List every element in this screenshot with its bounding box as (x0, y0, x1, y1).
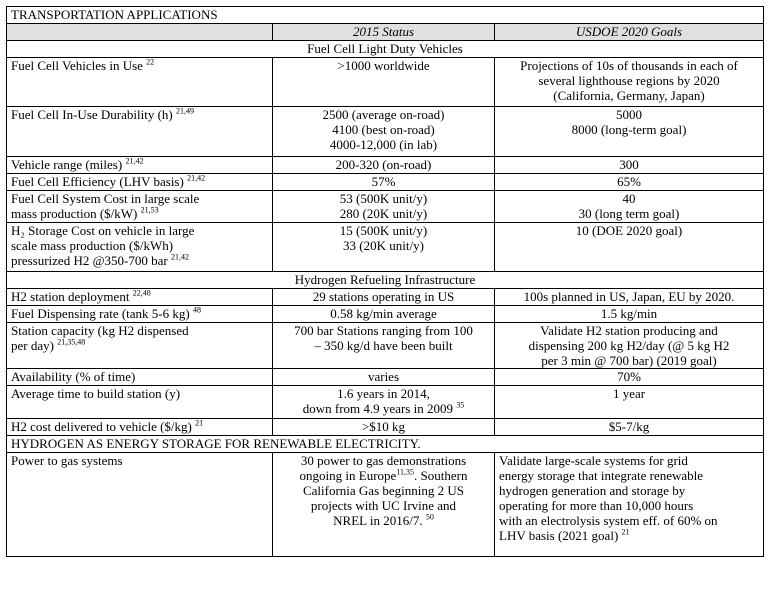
row-label (7, 369, 273, 386)
cell-text: Fuel Dispensing rate (tank 5-6 kg) (11, 306, 190, 321)
storage-title-row (7, 436, 764, 453)
cell-text: Average time to build station (y) (11, 386, 181, 401)
row-goal-line (499, 306, 759, 321)
table-row (7, 306, 764, 323)
table-row (7, 386, 764, 419)
cell-text: Projections of 10s of thousands in each of (520, 58, 738, 73)
row-label-line (11, 289, 268, 304)
cell-text: 300 (619, 157, 639, 172)
row-goal-line (499, 223, 759, 238)
citation-sup: 21,35,48 (57, 337, 86, 347)
row-label (7, 157, 273, 174)
storage-status-line: 30 power to gas demonstrations (300, 453, 467, 468)
row-label-line (11, 223, 268, 238)
row-label (7, 223, 273, 272)
table-row (7, 289, 764, 306)
row-status (273, 191, 495, 223)
row-status (273, 107, 495, 157)
row-status-line (277, 238, 490, 253)
table-title: TRANSPORTATION APPLICATIONS (7, 7, 764, 24)
cell-text: 1.5 kg/min (600, 306, 658, 321)
table-container (6, 6, 764, 557)
row-label (7, 289, 273, 306)
table-row (7, 191, 764, 223)
row-label (7, 306, 273, 323)
row-goal-line (499, 107, 759, 122)
row-goal-line (499, 419, 759, 434)
header-row (7, 24, 764, 41)
title-row (7, 7, 764, 24)
cell-text: Fuel Cell Efficiency (LHV basis) (11, 174, 184, 189)
citation-sup: 50 (425, 512, 434, 522)
row-status-line (277, 419, 490, 434)
citation-sup: 21,49 (176, 106, 194, 116)
citation-sup: 21 (621, 527, 630, 537)
row-goal (495, 191, 764, 223)
row-label-line (11, 369, 268, 384)
row-status (273, 386, 495, 419)
cell-text: $5-7/kg (608, 419, 650, 434)
cell-text: 29 stations operating in US (312, 289, 455, 304)
citation-sup: 21,42 (125, 156, 144, 166)
section-header-row (7, 272, 764, 289)
row-status-line (277, 289, 490, 304)
row-label-line (11, 58, 268, 73)
cell-text: H2 cost delivered to vehicle ($/kg) (11, 419, 192, 434)
cell-text: 33 (20K unit/y) (343, 238, 424, 253)
row-status (273, 419, 495, 436)
cell-text: varies (367, 369, 400, 384)
table-row (7, 419, 764, 436)
row-label-line (11, 419, 268, 434)
row-goal-line (499, 369, 759, 384)
row-status (273, 369, 495, 386)
row-status (273, 289, 495, 306)
row-goal-line (499, 58, 759, 73)
cell-text: Vehicle range (miles) (11, 157, 123, 172)
storage-goal-line: LHV basis (2021 goal) (499, 528, 619, 543)
row-status-line (277, 174, 490, 189)
storage-title: HYDROGEN AS ENERGY STORAGE FOR RENEWABLE ELECTRICITY. (7, 436, 764, 453)
row-label-line (11, 238, 268, 253)
row-status-line (277, 386, 490, 401)
cell-text: 0.58 kg/min average (330, 306, 437, 321)
citation-sup: 21,42 (187, 173, 206, 183)
row-label (7, 323, 273, 369)
citation-sup: 21 (195, 418, 204, 428)
row-status (273, 306, 495, 323)
row-goal (495, 306, 764, 323)
citation-sup: 22,48 (132, 288, 151, 298)
table-row (7, 174, 764, 191)
row-label (7, 58, 273, 107)
table-row (7, 323, 764, 369)
cell-text: Station capacity (kg H2 dispensed (11, 323, 189, 338)
row-status-line (277, 58, 490, 73)
header-blank (7, 24, 273, 41)
row-status-line (277, 223, 490, 238)
cell-text: 40 (622, 191, 636, 206)
citation-sup: 21,53 (140, 205, 159, 215)
cell-text: 1.6 years in 2014, (337, 386, 430, 401)
cell-text: Fuel Cell System Cost in large scale (11, 191, 200, 206)
storage-goal-line: hydrogen generation and storage by (499, 483, 686, 498)
row-goal-line (499, 353, 759, 368)
cell-text: 700 bar Stations ranging from 100 (294, 323, 473, 338)
row-status-line (277, 206, 490, 221)
table-row (7, 157, 764, 174)
table-row (7, 223, 764, 272)
section-title: Hydrogen Refueling Infrastructure (7, 272, 764, 289)
row-status-line (277, 369, 490, 384)
row-goal-line (499, 174, 759, 189)
row-goal (495, 386, 764, 419)
row-goal (495, 174, 764, 191)
row-label-line (11, 206, 268, 221)
row-label (7, 107, 273, 157)
row-label-line (11, 157, 268, 172)
storage-status-line: NREL in 2016/7. (333, 513, 423, 528)
cell-text: 53 (500K unit/y) (339, 191, 428, 206)
cell-text: 30 (long term goal) (578, 206, 680, 221)
storage-goal-line: with an electrolysis system eff. of 60% on (499, 513, 718, 528)
row-goal (495, 323, 764, 369)
row-label-line (11, 306, 268, 321)
row-goal (495, 223, 764, 272)
row-status-line (277, 107, 490, 122)
row-status (273, 58, 495, 107)
cell-text: 4100 (best on-road) (332, 122, 435, 137)
cell-text: 15 (500K unit/y) (339, 223, 428, 238)
storage-goal-line: Validate large-scale systems for grid (499, 453, 688, 468)
row-status-line (277, 306, 490, 321)
row-goal-line (499, 157, 759, 172)
storage-label: Power to gas systems (7, 453, 273, 557)
cell-text: H2 station deployment (11, 289, 130, 304)
cell-text: 200-320 (on-road) (335, 157, 432, 172)
table-row (7, 369, 764, 386)
cell-text: >1000 worldwide (337, 58, 430, 73)
section-title: Fuel Cell Light Duty Vehicles (7, 41, 764, 58)
row-label-line (11, 253, 268, 268)
row-goal (495, 369, 764, 386)
cell-text: Fuel Cell In-Use Durability (h) (11, 107, 173, 122)
row-goal-line (499, 88, 759, 103)
citation-sup: 22 (146, 57, 155, 67)
row-label-line (11, 107, 268, 122)
header-goals: USDOE 2020 Goals (495, 24, 764, 41)
storage-status-line: California Gas beginning 2 US (302, 483, 465, 498)
cell-text: several lighthouse regions by 2020 (538, 73, 720, 88)
citation-sup: 21,42 (171, 252, 189, 262)
row-goal-line (499, 191, 759, 206)
row-label-line (11, 174, 268, 189)
cell-text: Fuel Cell Vehicles in Use (11, 58, 143, 73)
cell-text: 70% (617, 369, 641, 384)
cell-text: Validate H2 station producing and (540, 323, 718, 338)
table-row (7, 58, 764, 107)
storage-goal (495, 453, 764, 557)
storage-row (7, 453, 764, 557)
cell-text: 8000 (long-term goal) (571, 122, 687, 137)
row-status (273, 223, 495, 272)
table-row (7, 107, 764, 157)
cell-text: H₂ Storage Cost on vehicle in large (11, 223, 195, 238)
cell-text: 2500 (average on-road) (322, 107, 445, 122)
cell-text: 10 (DOE 2020 goal) (575, 223, 683, 238)
storage-status (273, 453, 495, 557)
row-status-line (277, 323, 490, 338)
row-goal-line (499, 386, 759, 401)
row-status-line (277, 157, 490, 172)
cell-text: down from 4.9 years in 2009 (302, 401, 453, 416)
cell-text: 100s planned in US, Japan, EU by 2020. (523, 289, 735, 304)
cell-text: >$10 kg (361, 419, 406, 434)
row-status-line (277, 137, 490, 152)
cell-text: – 350 kg/d have been built (314, 338, 453, 353)
row-label-line (11, 386, 268, 401)
row-goal-line (499, 289, 759, 304)
cell-text: 280 (20K unit/y) (339, 206, 428, 221)
row-goal (495, 419, 764, 436)
row-goal (495, 107, 764, 157)
row-goal-line (499, 323, 759, 338)
row-status-line (277, 122, 490, 137)
row-status (273, 174, 495, 191)
transportation-table (6, 6, 764, 557)
cell-text: dispensing 200 kg H2/day (@ 5 kg H2 (528, 338, 730, 353)
cell-text: Availability (% of time) (11, 369, 136, 384)
storage-status-line: . Southern (414, 468, 468, 483)
row-status-line (277, 191, 490, 206)
cell-text: scale mass production ($/kWh) (11, 238, 174, 253)
row-label-line (11, 323, 268, 338)
cell-text: per 3 min @ 700 bar) (2019 goal) (541, 353, 717, 368)
row-label (7, 419, 273, 436)
row-label (7, 174, 273, 191)
storage-status-line: projects with UC Irvine and (310, 498, 457, 513)
cell-text: 4000-12,000 (in lab) (329, 137, 438, 152)
row-goal (495, 289, 764, 306)
row-status (273, 157, 495, 174)
row-status-line (277, 338, 490, 353)
cell-text: 65% (617, 174, 641, 189)
cell-text: pressurized H2 @350-700 bar (11, 253, 168, 268)
row-status (273, 323, 495, 369)
row-label (7, 386, 273, 419)
row-label-line (11, 191, 268, 206)
storage-goal-line: energy storage that integrate renewable (499, 468, 704, 483)
row-goal-line (499, 206, 759, 221)
row-label-line (11, 338, 268, 353)
row-goal-line (499, 73, 759, 88)
citation-sup: 48 (192, 305, 201, 315)
cell-text: 5000 (616, 107, 642, 122)
cell-text: 57% (371, 174, 396, 189)
header-status: 2015 Status (273, 24, 495, 41)
section-header-row (7, 41, 764, 58)
storage-status-line: ongoing in Europe (299, 468, 397, 483)
cell-text: 1 year (612, 386, 646, 401)
row-goal-line (499, 122, 759, 137)
cell-text: mass production ($/kW) (11, 206, 138, 221)
cell-text: (California, Germany, Japan) (553, 88, 705, 103)
citation-sup: 11,35 (396, 467, 414, 477)
row-goal (495, 157, 764, 174)
row-status-line (277, 401, 490, 416)
cell-text: per day) (11, 338, 54, 353)
row-goal-line (499, 338, 759, 353)
citation-sup: 35 (456, 400, 465, 410)
row-label (7, 191, 273, 223)
row-goal (495, 58, 764, 107)
storage-goal-line: operating for more than 10,000 hours (499, 498, 694, 513)
